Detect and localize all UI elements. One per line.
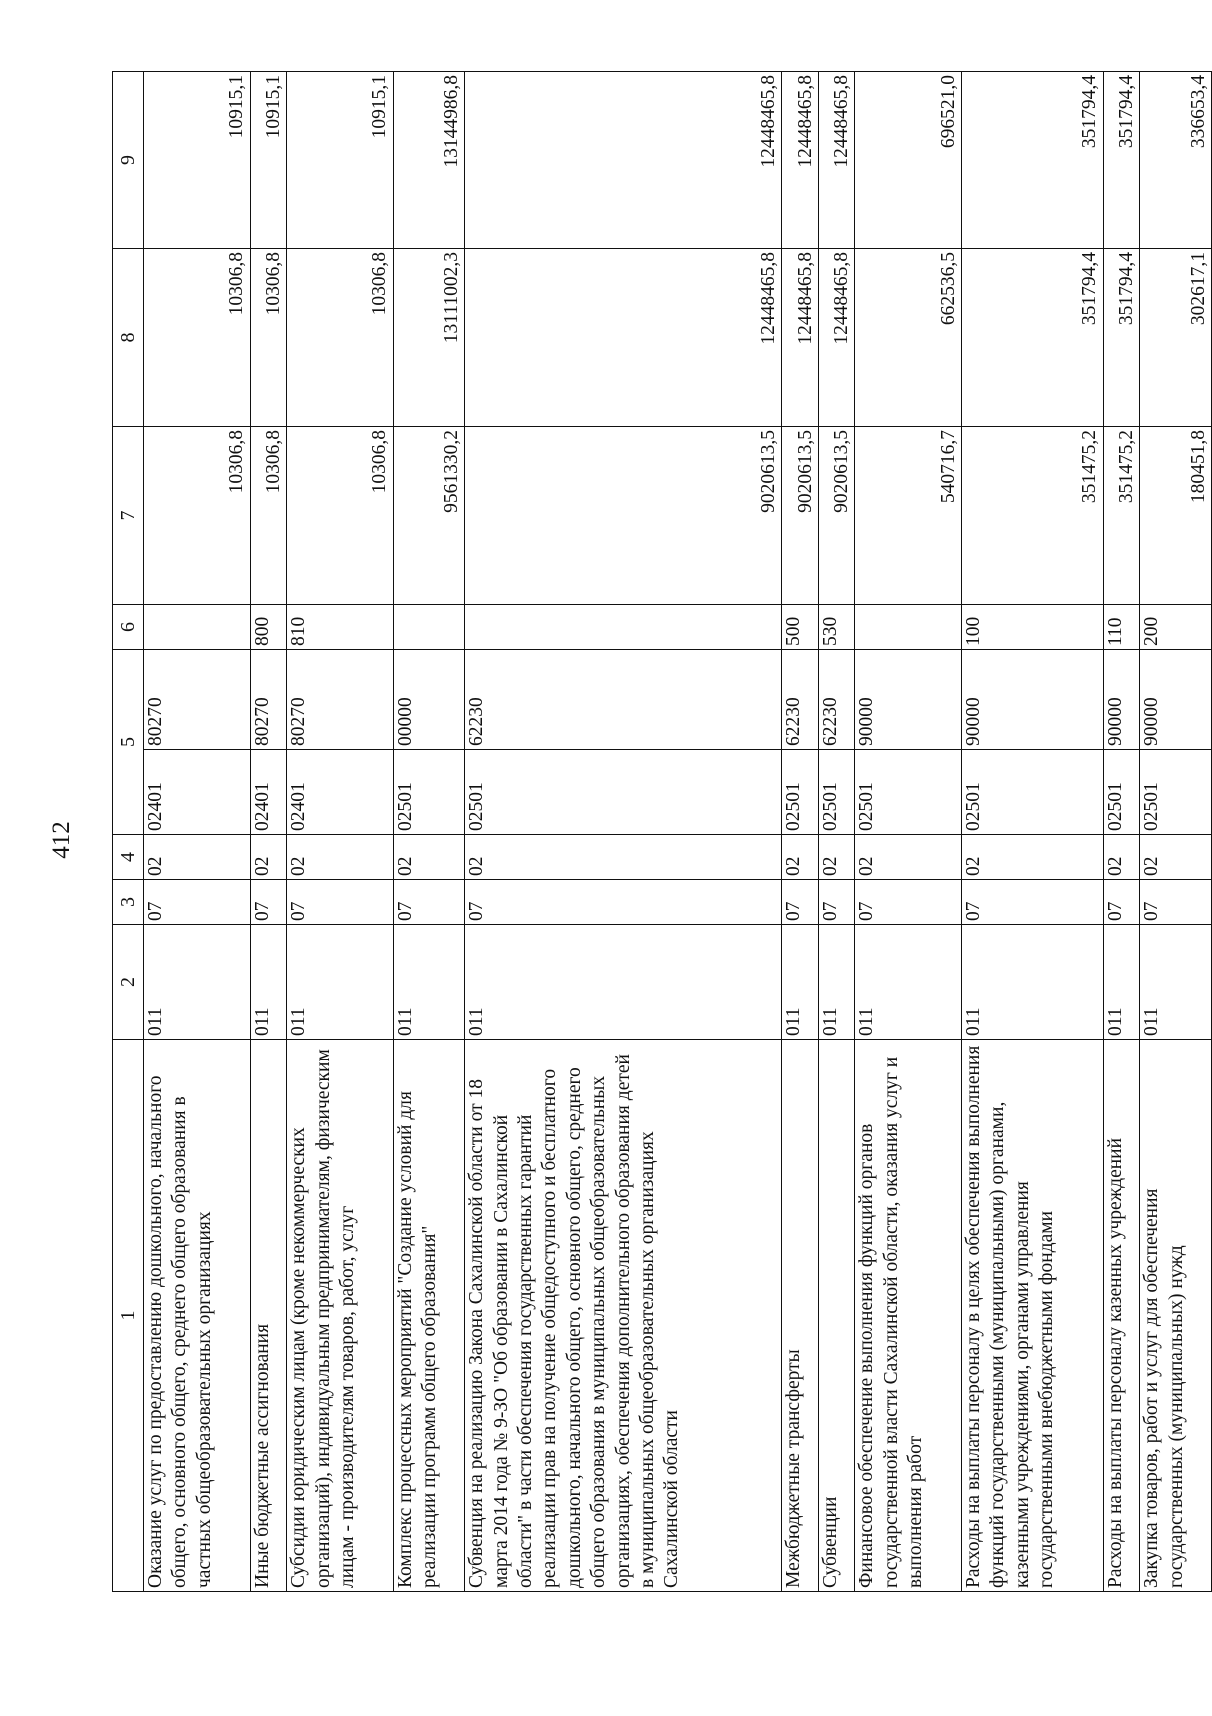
amount-col-8: 351794,4 bbox=[962, 249, 1104, 427]
section-code: 07 bbox=[1103, 880, 1140, 925]
target-article-code: 02501 bbox=[962, 750, 1104, 835]
amount-col-7: 10306,8 bbox=[250, 427, 287, 605]
gr-code: 011 bbox=[144, 925, 251, 1040]
target-article-subcode: 62230 bbox=[465, 650, 782, 750]
section-code: 07 bbox=[287, 880, 394, 925]
amount-col-7: 9020613,5 bbox=[818, 427, 855, 605]
header-col-7: 7 bbox=[113, 427, 144, 605]
expense-type-code bbox=[465, 605, 782, 650]
section-code: 07 bbox=[818, 880, 855, 925]
header-col-4: 4 bbox=[113, 835, 144, 880]
gr-code: 011 bbox=[250, 925, 287, 1040]
header-col-1: 1 bbox=[113, 1040, 144, 1592]
table-row bbox=[465, 72, 782, 1592]
amount-col-8: 10306,8 bbox=[250, 249, 287, 427]
section-code: 07 bbox=[250, 880, 287, 925]
subsection-code: 02 bbox=[782, 835, 819, 880]
gr-code: 011 bbox=[1103, 925, 1140, 1040]
amount-col-8: 10306,8 bbox=[144, 249, 251, 427]
amount-col-9: 12448465,8 bbox=[818, 72, 855, 249]
amount-col-7: 9020613,5 bbox=[782, 427, 819, 605]
target-article-subcode: 80270 bbox=[250, 650, 287, 750]
target-article-subcode: 62230 bbox=[782, 650, 819, 750]
amount-col-7: 10306,8 bbox=[287, 427, 394, 605]
gr-code: 011 bbox=[855, 925, 962, 1040]
header-col-8: 8 bbox=[113, 249, 144, 427]
subsection-code: 02 bbox=[855, 835, 962, 880]
row-description: Расходы на выплаты персоналу казенных учреждений bbox=[1103, 1040, 1140, 1592]
section-code: 07 bbox=[144, 880, 251, 925]
section-code: 07 bbox=[465, 880, 782, 925]
gr-code: 011 bbox=[962, 925, 1104, 1040]
budget-table-wrapper bbox=[112, 72, 1212, 1592]
amount-col-9: 13144986,8 bbox=[393, 72, 465, 249]
target-article-code: 02501 bbox=[465, 750, 782, 835]
gr-code: 011 bbox=[1140, 925, 1212, 1040]
subsection-code: 02 bbox=[144, 835, 251, 880]
amount-col-9: 12448465,8 bbox=[465, 72, 782, 249]
target-article-subcode: 90000 bbox=[1103, 650, 1140, 750]
gr-code: 011 bbox=[782, 925, 819, 1040]
amount-col-8: 662536,5 bbox=[855, 249, 962, 427]
target-article-subcode: 80270 bbox=[144, 650, 251, 750]
amount-col-9: 696521,0 bbox=[855, 72, 962, 249]
table-row bbox=[250, 72, 287, 1592]
target-article-code: 02401 bbox=[287, 750, 394, 835]
target-article-code: 02501 bbox=[782, 750, 819, 835]
expense-type-code: 810 bbox=[287, 605, 394, 650]
row-description: Комплекс процессных мероприятий "Создание условий для реализации программ общего образования" bbox=[393, 1040, 465, 1592]
header-row bbox=[113, 72, 144, 1592]
amount-col-9: 10915,1 bbox=[250, 72, 287, 249]
subsection-code: 02 bbox=[465, 835, 782, 880]
amount-col-7: 10306,8 bbox=[144, 427, 251, 605]
amount-col-7: 540716,7 bbox=[855, 427, 962, 605]
section-code: 07 bbox=[393, 880, 465, 925]
row-description: Финансовое обеспечение выполнения функций органов государственной власти Сахалинской области, оказания услуг и выполнения работ bbox=[855, 1040, 962, 1592]
target-article-code: 02501 bbox=[855, 750, 962, 835]
section-code: 07 bbox=[962, 880, 1104, 925]
expense-type-code: 110 bbox=[1103, 605, 1140, 650]
header-col-6: 6 bbox=[113, 605, 144, 650]
section-code: 07 bbox=[855, 880, 962, 925]
subsection-code: 02 bbox=[1103, 835, 1140, 880]
target-article-code: 02501 bbox=[1140, 750, 1212, 835]
page-number: 412 bbox=[48, 821, 75, 859]
amount-col-8: 13111002,3 bbox=[393, 249, 465, 427]
section-code: 07 bbox=[1140, 880, 1212, 925]
expense-type-code: 530 bbox=[818, 605, 855, 650]
subsection-code: 02 bbox=[287, 835, 394, 880]
table-row bbox=[1140, 72, 1212, 1592]
header-col-2: 2 bbox=[113, 925, 144, 1040]
amount-col-9: 10915,1 bbox=[144, 72, 251, 249]
expense-type-code: 100 bbox=[962, 605, 1104, 650]
expense-type-code bbox=[393, 605, 465, 650]
subsection-code: 02 bbox=[818, 835, 855, 880]
row-description: Оказание услуг по предоставлению дошкольного, начального общего, основного общего, среднего общего образования в частных общеобразовательных организациях bbox=[144, 1040, 251, 1592]
gr-code: 011 bbox=[818, 925, 855, 1040]
section-code: 07 bbox=[782, 880, 819, 925]
amount-col-8: 351794,4 bbox=[1103, 249, 1140, 427]
target-article-code: 02501 bbox=[393, 750, 465, 835]
target-article-code: 02501 bbox=[1103, 750, 1140, 835]
target-article-subcode: 62230 bbox=[818, 650, 855, 750]
amount-col-7: 9020613,5 bbox=[465, 427, 782, 605]
target-article-code: 02401 bbox=[250, 750, 287, 835]
subsection-code: 02 bbox=[1140, 835, 1212, 880]
row-description: Субсидии юридическим лицам (кроме некоммерческих организаций), индивидуальным предпринимателям, физическим лицам - производителям товаров, работ, услуг bbox=[287, 1040, 394, 1592]
subsection-code: 02 bbox=[393, 835, 465, 880]
gr-code: 011 bbox=[465, 925, 782, 1040]
table-row bbox=[818, 72, 855, 1592]
row-description: Закупка товаров, работ и услуг для обеспечения государственных (муниципальных) нужд bbox=[1140, 1040, 1212, 1592]
header-col-5: 5 bbox=[113, 650, 144, 835]
expense-type-code: 500 bbox=[782, 605, 819, 650]
table-row bbox=[855, 72, 962, 1592]
row-description: Субвенции bbox=[818, 1040, 855, 1592]
row-description: Субвенция на реализацию Закона Сахалинской области от 18 марта 2014 года № 9-ЗО "Об образовании в Сахалинской области" в части обеспечения государственных гарантий реализации прав на получение общедоступного и бесплатного дошкольного, начального общего, основного общего, среднего общего образования в муниципальных общеобразовательных организациях, обеспечения дополнительного образования детей в муниципальных общеобразовательных организациях Сахалинской области bbox=[465, 1040, 782, 1592]
target-article-subcode: 90000 bbox=[855, 650, 962, 750]
amount-col-8: 12448465,8 bbox=[818, 249, 855, 427]
header-col-3: 3 bbox=[113, 880, 144, 925]
amount-col-7: 351475,2 bbox=[962, 427, 1104, 605]
target-article-code: 02401 bbox=[144, 750, 251, 835]
amount-col-8: 10306,8 bbox=[287, 249, 394, 427]
table-row bbox=[962, 72, 1104, 1592]
row-description: Иные бюджетные ассигнования bbox=[250, 1040, 287, 1592]
amount-col-7: 9561330,2 bbox=[393, 427, 465, 605]
amount-col-8: 12448465,8 bbox=[465, 249, 782, 427]
table-body bbox=[144, 72, 1212, 1592]
amount-col-9: 351794,4 bbox=[962, 72, 1104, 249]
amount-col-7: 351475,2 bbox=[1103, 427, 1140, 605]
header-col-9: 9 bbox=[113, 72, 144, 249]
amount-col-9: 336653,4 bbox=[1140, 72, 1212, 249]
target-article-subcode: 80270 bbox=[287, 650, 394, 750]
table-row bbox=[782, 72, 819, 1592]
subsection-code: 02 bbox=[962, 835, 1104, 880]
table-row bbox=[287, 72, 394, 1592]
target-article-subcode: 90000 bbox=[1140, 650, 1212, 750]
table-row bbox=[393, 72, 465, 1592]
gr-code: 011 bbox=[393, 925, 465, 1040]
expense-type-code: 800 bbox=[250, 605, 287, 650]
gr-code: 011 bbox=[287, 925, 394, 1040]
amount-col-9: 12448465,8 bbox=[782, 72, 819, 249]
expense-type-code bbox=[144, 605, 251, 650]
expense-type-code: 200 bbox=[1140, 605, 1212, 650]
target-article-subcode: 00000 bbox=[393, 650, 465, 750]
target-article-subcode: 90000 bbox=[962, 650, 1104, 750]
budget-table bbox=[112, 71, 1212, 1592]
table-row bbox=[1103, 72, 1140, 1592]
amount-col-9: 351794,4 bbox=[1103, 72, 1140, 249]
row-description: Межбюджетные трансферты bbox=[782, 1040, 819, 1592]
amount-col-8: 302617,1 bbox=[1140, 249, 1212, 427]
table-row bbox=[144, 72, 251, 1592]
amount-col-8: 12448465,8 bbox=[782, 249, 819, 427]
row-description: Расходы на выплаты персоналу в целях обеспечения выполнения функций государственными (муниципальными) органами, казенными учреждениями, органами управления государственными внебюджетными фондами bbox=[962, 1040, 1104, 1592]
subsection-code: 02 bbox=[250, 835, 287, 880]
amount-col-9: 10915,1 bbox=[287, 72, 394, 249]
amount-col-7: 180451,8 bbox=[1140, 427, 1212, 605]
target-article-code: 02501 bbox=[818, 750, 855, 835]
expense-type-code bbox=[855, 605, 962, 650]
